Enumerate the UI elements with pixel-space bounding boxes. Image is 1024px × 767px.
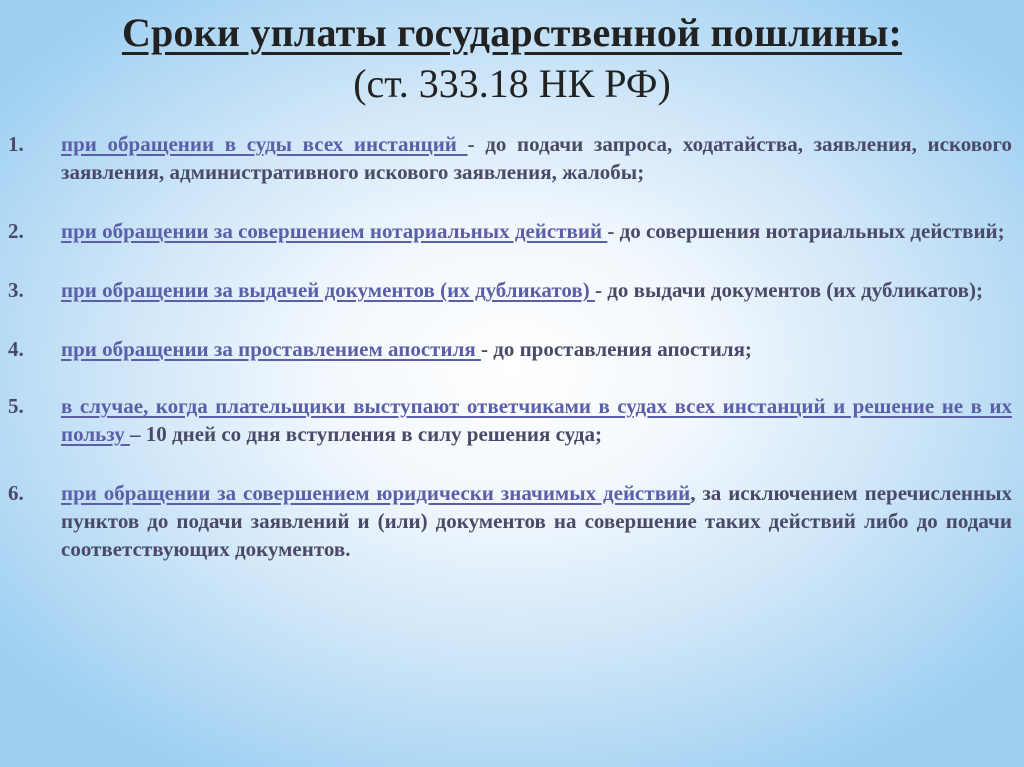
item-deadline: – 10 дней со дня вступления в силу решения суда; [129,422,602,446]
item-deadline: - до выдачи документов (их дубликатов); [595,278,983,302]
item-condition: при обращении за совершением юридически значимых действий [61,481,691,505]
list-item [8,479,1012,563]
item-condition: при обращении в суды всех инстанций [61,132,468,156]
item-number: 5. [8,394,24,418]
item-number: 1. [8,132,24,156]
item-condition: в случае, когда плательщики выступают ответчиками в судах всех инстанций и решение не в их пользу [61,394,1012,446]
item-condition: при обращении за совершением нотариальных действий [61,219,608,243]
item-deadline: - до проставления апостиля; [480,337,752,361]
deadline-list [8,130,1012,594]
item-deadline: , за исключением перечисленных пунктов до подачи заявлений и (или) документов на совершение таких действий либо до подачи соответствующих документов. [61,481,1012,561]
item-deadline: - до подачи запроса, ходатайства, заявления, искового заявления, административного искового заявления, жалобы; [61,132,1012,184]
list-item [8,392,1012,448]
item-deadline: - до совершения нотариальных действий; [607,219,1005,243]
page-title: Сроки уплаты государственной пошлины: [121,10,903,55]
item-number: 3. [8,278,24,302]
item-number: 2. [8,219,24,243]
item-number: 6. [8,481,24,505]
item-number: 4. [8,337,24,361]
item-condition: при обращении за проставлением апостиля [61,337,481,361]
page-subtitle: (ст. 333.18 НК РФ) [353,61,671,106]
list-item [8,335,1012,363]
list-item [8,217,1012,245]
list-item [8,276,1012,304]
title-block [0,6,1024,108]
list-item [8,130,1012,186]
item-condition: при обращении за выдачей документов (их дубликатов) [61,278,595,302]
